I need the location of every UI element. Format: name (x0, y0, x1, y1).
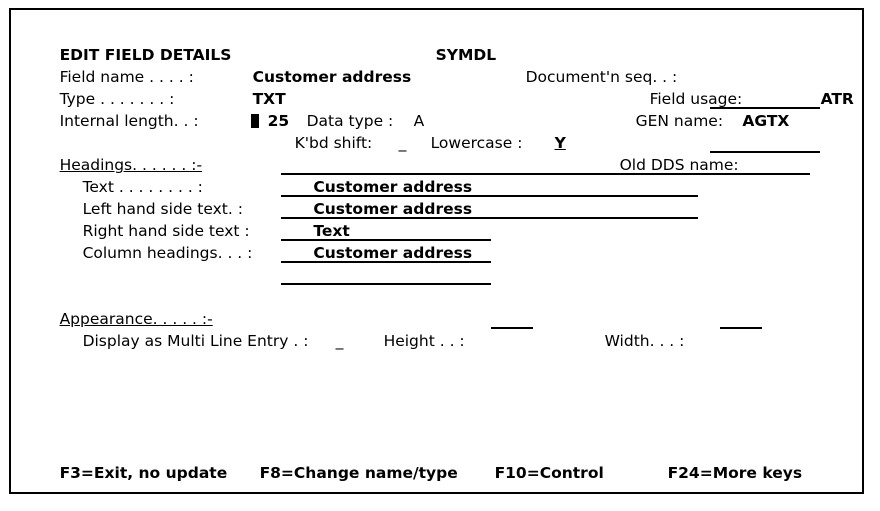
gen-name-value[interactable]: AGTX (742, 112, 790, 130)
field-usage-value: ATR (820, 90, 854, 108)
field-name-label: Field name . . . . : (59, 68, 194, 86)
column-headings-label: Column headings. . . : (82, 244, 253, 262)
lowercase-label: Lowercase : (430, 134, 523, 152)
data-type-value[interactable]: A (413, 112, 425, 130)
lowercase-value[interactable]: Y (554, 134, 566, 152)
type-value[interactable]: TXT (252, 90, 286, 108)
height-label: Height . . : (383, 332, 465, 350)
field-name-value[interactable]: Customer address (252, 68, 412, 86)
data-type-label: Data type : (306, 112, 394, 130)
multiline-entry-value[interactable]: _ (335, 332, 344, 350)
function-key-f24[interactable]: F24=More keys (667, 464, 803, 482)
type-label: Type . . . . . . . : (59, 90, 175, 108)
multiline-entry-label: Display as Multi Line Entry . : (82, 332, 309, 350)
left-side-text-label: Left hand side text. : (82, 200, 243, 218)
right-side-text-value[interactable]: Text (313, 222, 350, 240)
gen-name-label: GEN name: (635, 112, 724, 130)
function-key-f8[interactable]: F8=Change name/type (259, 464, 458, 482)
heading-text-label: Text . . . . . . . . : (82, 178, 203, 196)
internal-length-value[interactable]: 25 (267, 112, 290, 130)
field-usage-label: Field usage: (649, 90, 743, 108)
right-side-text-label: Right hand side text : (82, 222, 250, 240)
column-headings-value-1[interactable]: Customer address (313, 244, 473, 262)
heading-text-value[interactable]: Customer address (313, 178, 473, 196)
terminal-content (30, 22, 854, 482)
document-seq-label: Document'n seq. . : (525, 68, 678, 86)
kbd-shift-label: K'bd shift: (294, 134, 373, 152)
old-dds-name-label: Old DDS name: (619, 156, 739, 174)
headings-section-label: Headings. . . . . . :- (59, 156, 203, 174)
width-label: Width. . . : (604, 332, 685, 350)
kbd-shift-value[interactable]: _ (398, 134, 407, 152)
internal-length-label: Internal length. . : (59, 112, 199, 130)
appearance-section-label: Appearance. . . . . :- (59, 310, 213, 328)
subsystem-label: SYMDL (435, 46, 497, 64)
function-key-f3[interactable]: F3=Exit, no update (59, 464, 228, 482)
page-title: EDIT FIELD DETAILS (59, 46, 232, 64)
function-key-f10[interactable]: F10=Control (494, 464, 604, 482)
left-side-text-value[interactable]: Customer address (313, 200, 473, 218)
